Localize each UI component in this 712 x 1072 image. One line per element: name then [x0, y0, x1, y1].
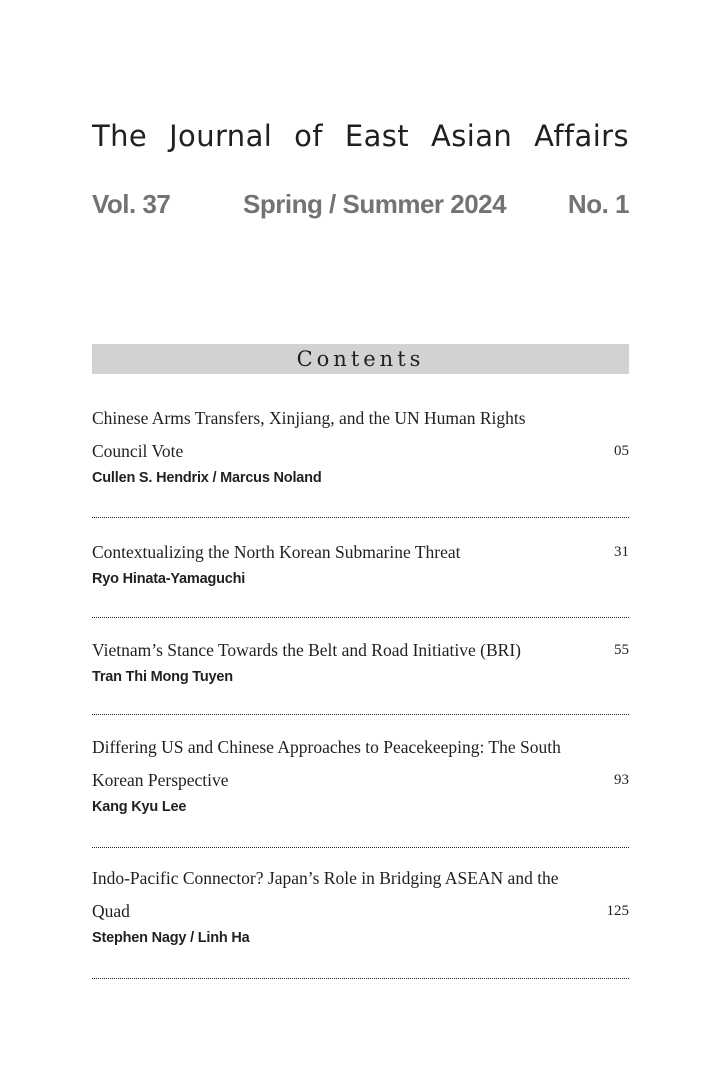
- volume-number: Vol. 37: [92, 189, 171, 219]
- toc-entry[interactable]: [92, 618, 629, 715]
- article-authors: Kang Kyu Lee: [92, 799, 187, 815]
- toc-entry[interactable]: [92, 400, 629, 518]
- article-title[interactable]: Chinese Arms Transfers, Xinjiang, and the UN Human Rights Council Vote: [92, 408, 526, 461]
- journal-title: The Journal of East Asian Affairs: [92, 119, 629, 153]
- toc-entry[interactable]: [92, 715, 629, 848]
- article-title[interactable]: Indo-Pacific Connector? Japan’s Role in Bridging ASEAN and the Quad: [92, 868, 559, 921]
- issue-number: No. 1: [567, 189, 629, 219]
- article-title[interactable]: Vietnam’s Stance Towards the Belt and Road Initiative (BRI): [92, 640, 521, 660]
- page-number: 55: [614, 642, 629, 658]
- article-title[interactable]: Differing US and Chinese Approaches to Peacekeeping: The South Korean Perspective: [92, 737, 561, 790]
- page-number: 05: [614, 443, 629, 459]
- article-authors: Stephen Nagy / Linh Ha: [92, 930, 250, 946]
- toc-entry[interactable]: [92, 848, 629, 979]
- contents-heading: Contents: [92, 344, 629, 374]
- table-of-contents: [92, 400, 629, 979]
- toc-entry[interactable]: [92, 518, 629, 618]
- article-authors: Tran Thi Mong Tuyen: [92, 669, 233, 685]
- issue-season: Spring / Summer 2024: [243, 189, 507, 219]
- article-title[interactable]: Contextualizing the North Korean Submarine Threat: [92, 542, 461, 562]
- page-number: 31: [614, 544, 629, 560]
- volume-line: [92, 182, 629, 226]
- article-authors: Ryo Hinata-Yamaguchi: [92, 571, 246, 587]
- page-number: 125: [606, 903, 629, 919]
- page-number: 93: [614, 772, 629, 788]
- article-authors: Cullen S. Hendrix / Marcus Noland: [92, 470, 322, 486]
